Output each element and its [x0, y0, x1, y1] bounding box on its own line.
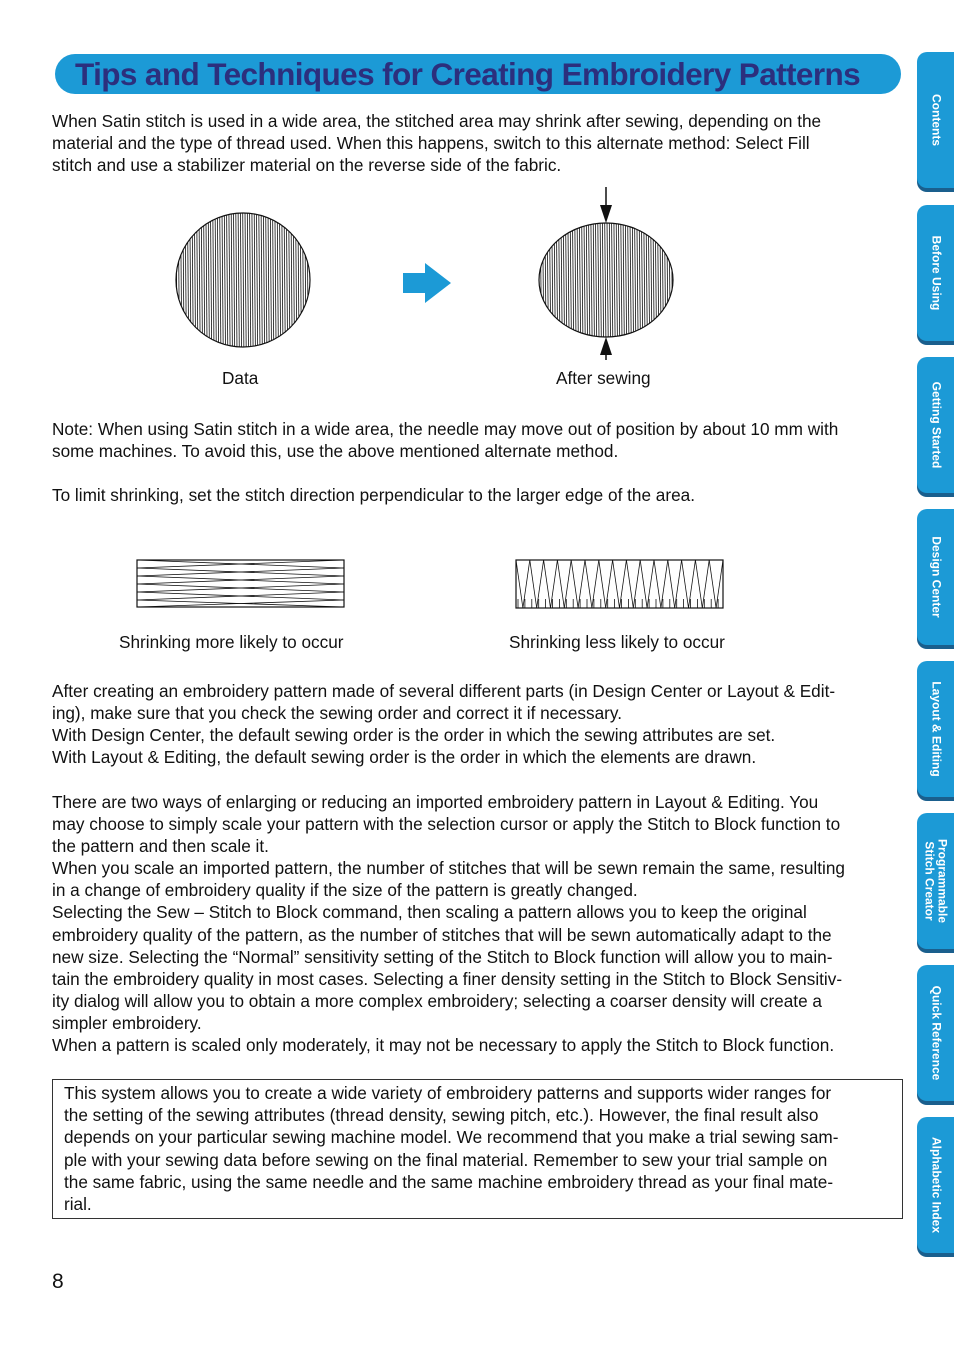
text-line: tain the embroidery quality in most cases. Selecting a finer density setting in the Stitch to Block Sensitiv-	[52, 968, 843, 989]
text-line: ple with your sewing data before sewing on the final material. Remember to sew your trial sample on	[64, 1149, 828, 1170]
more-likely-caption: Shrinking more likely to occur	[119, 632, 344, 652]
text-line: material and the type of thread used. When this happens, switch to this alternate method: Select Fill	[52, 133, 810, 153]
text-line: When a pattern is scaled only moderately, it may not be necessary to apply the Stitch to Block function.	[52, 1035, 835, 1056]
text-line: There are two ways of enlarging or reducing an imported embroidery pattern in Layout & Editing. You	[52, 792, 819, 812]
text-line: stitch and use a stabilizer material on the reverse side of the fabric.	[52, 155, 562, 175]
tab-label: Getting Started	[928, 381, 943, 469]
tab-label: Layout & Editing	[928, 681, 943, 777]
tab-label-line: Programmable	[935, 838, 949, 924]
limit-paragraph	[52, 484, 902, 506]
tab-layout-editing[interactable]	[917, 661, 954, 797]
text-line: With Layout & Editing, the default sewing order is the order in which the elements are drawn.	[52, 747, 757, 767]
tab-label: Design Center	[928, 536, 943, 618]
tab-label: Contents	[928, 94, 943, 146]
text-line: This system allows you to create a wide variety of embroidery patterns and supports wider ranges for	[64, 1083, 832, 1103]
shrink-figure	[170, 185, 690, 360]
tab-alphabetic-index[interactable]	[917, 1117, 954, 1253]
data-caption: Data	[222, 368, 259, 388]
text-line: Note: When using Satin stitch in a wide area, the needle may move out of position by about 10 mm with	[52, 419, 839, 439]
shrink-up-arrow-icon	[600, 337, 612, 360]
text-line: ing), make sure that you check the sewing order and correct it if necessary.	[52, 703, 622, 723]
text-line: rial.	[64, 1194, 92, 1215]
text-line: When you scale an imported pattern, the number of stitches that will be sewn remain the same, resulting	[52, 858, 845, 879]
tab-design-center[interactable]	[917, 509, 954, 645]
after-sewing-caption: After sewing	[556, 368, 651, 388]
tab-label	[923, 839, 948, 923]
info-box	[52, 1079, 903, 1219]
tab-quick-reference[interactable]	[917, 965, 954, 1101]
text-line: depends on your particular sewing machine model. We recommend that you make a trial sewing sam-	[64, 1127, 839, 1148]
tab-label: Alphabetic Index	[928, 1136, 943, 1234]
text-line: To limit shrinking, set the stitch direction perpendicular to the larger edge of the area.	[52, 485, 695, 505]
sewing-order-paragraph	[52, 680, 902, 768]
text-line: simpler embroidery.	[52, 1012, 202, 1033]
tab-before-using[interactable]	[917, 205, 954, 341]
text-line: the same fabric, using the same needle and the same machine embroidery thread as your final mate-	[64, 1171, 834, 1192]
note-paragraph	[52, 418, 902, 462]
tab-label: Before Using	[928, 235, 943, 311]
less-likely-caption: Shrinking less likely to occur	[509, 632, 725, 652]
tab-label: Quick Reference	[928, 985, 943, 1081]
tab-getting-started[interactable]	[917, 357, 954, 493]
tab-contents[interactable]	[917, 52, 954, 188]
text-line: the setting of the sewing attributes (thread density, sewing pitch, etc.). However, the final result also	[64, 1105, 819, 1126]
text-line: in a change of embroidery quality if the size of the pattern is greatly changed.	[52, 880, 638, 901]
text-line: ity dialog will allow you to obtain a more complex embroidery; selecting a coarser density will create a	[52, 990, 822, 1011]
after-sewing-ellipse-stitches	[538, 221, 675, 339]
text-line: After creating an embroidery pattern made of several different parts (in Design Center or Layout & Edit-	[52, 681, 836, 701]
shrink-down-arrow-icon	[600, 187, 612, 223]
text-line: Selecting the Sew – Stitch to Block command, then scaling a pattern allows you to keep the original	[52, 902, 807, 923]
tab-label-line: Stitch Creator	[922, 841, 937, 921]
right-arrow-icon	[403, 263, 451, 303]
text-line: some machines. To avoid this, use the above mentioned alternate method.	[52, 441, 619, 461]
intro-paragraph	[52, 110, 902, 176]
text-line: the pattern and then scale it.	[52, 836, 269, 857]
text-line: may choose to simply scale your pattern with the selection cursor or apply the Stitch to Block function to	[52, 814, 841, 835]
text-line: new size. Selecting the “Normal” sensitivity setting of the Stitch to Block function will allow you to main-	[52, 946, 833, 967]
page-number: 8	[52, 1270, 64, 1293]
text-line: embroidery quality of the pattern, as the number of stitches that will be sewn automatically adapt to the	[52, 924, 832, 945]
scaling-paragraph	[52, 791, 902, 1056]
vertical-stitch-rect	[514, 559, 726, 611]
tab-programmable-stitch-creator[interactable]	[917, 813, 954, 949]
page-title: Tips and Techniques for Creating Embroidery Patterns	[75, 56, 861, 92]
text-line: With Design Center, the default sewing order is the order in which the sewing attributes are set.	[52, 725, 776, 745]
horizontal-stitch-rect	[136, 559, 346, 611]
text-line: When Satin stitch is used in a wide area, the stitched area may shrink after sewing, depending on the	[52, 111, 822, 131]
title-bar	[55, 54, 901, 94]
data-circle-stitches	[176, 211, 313, 351]
